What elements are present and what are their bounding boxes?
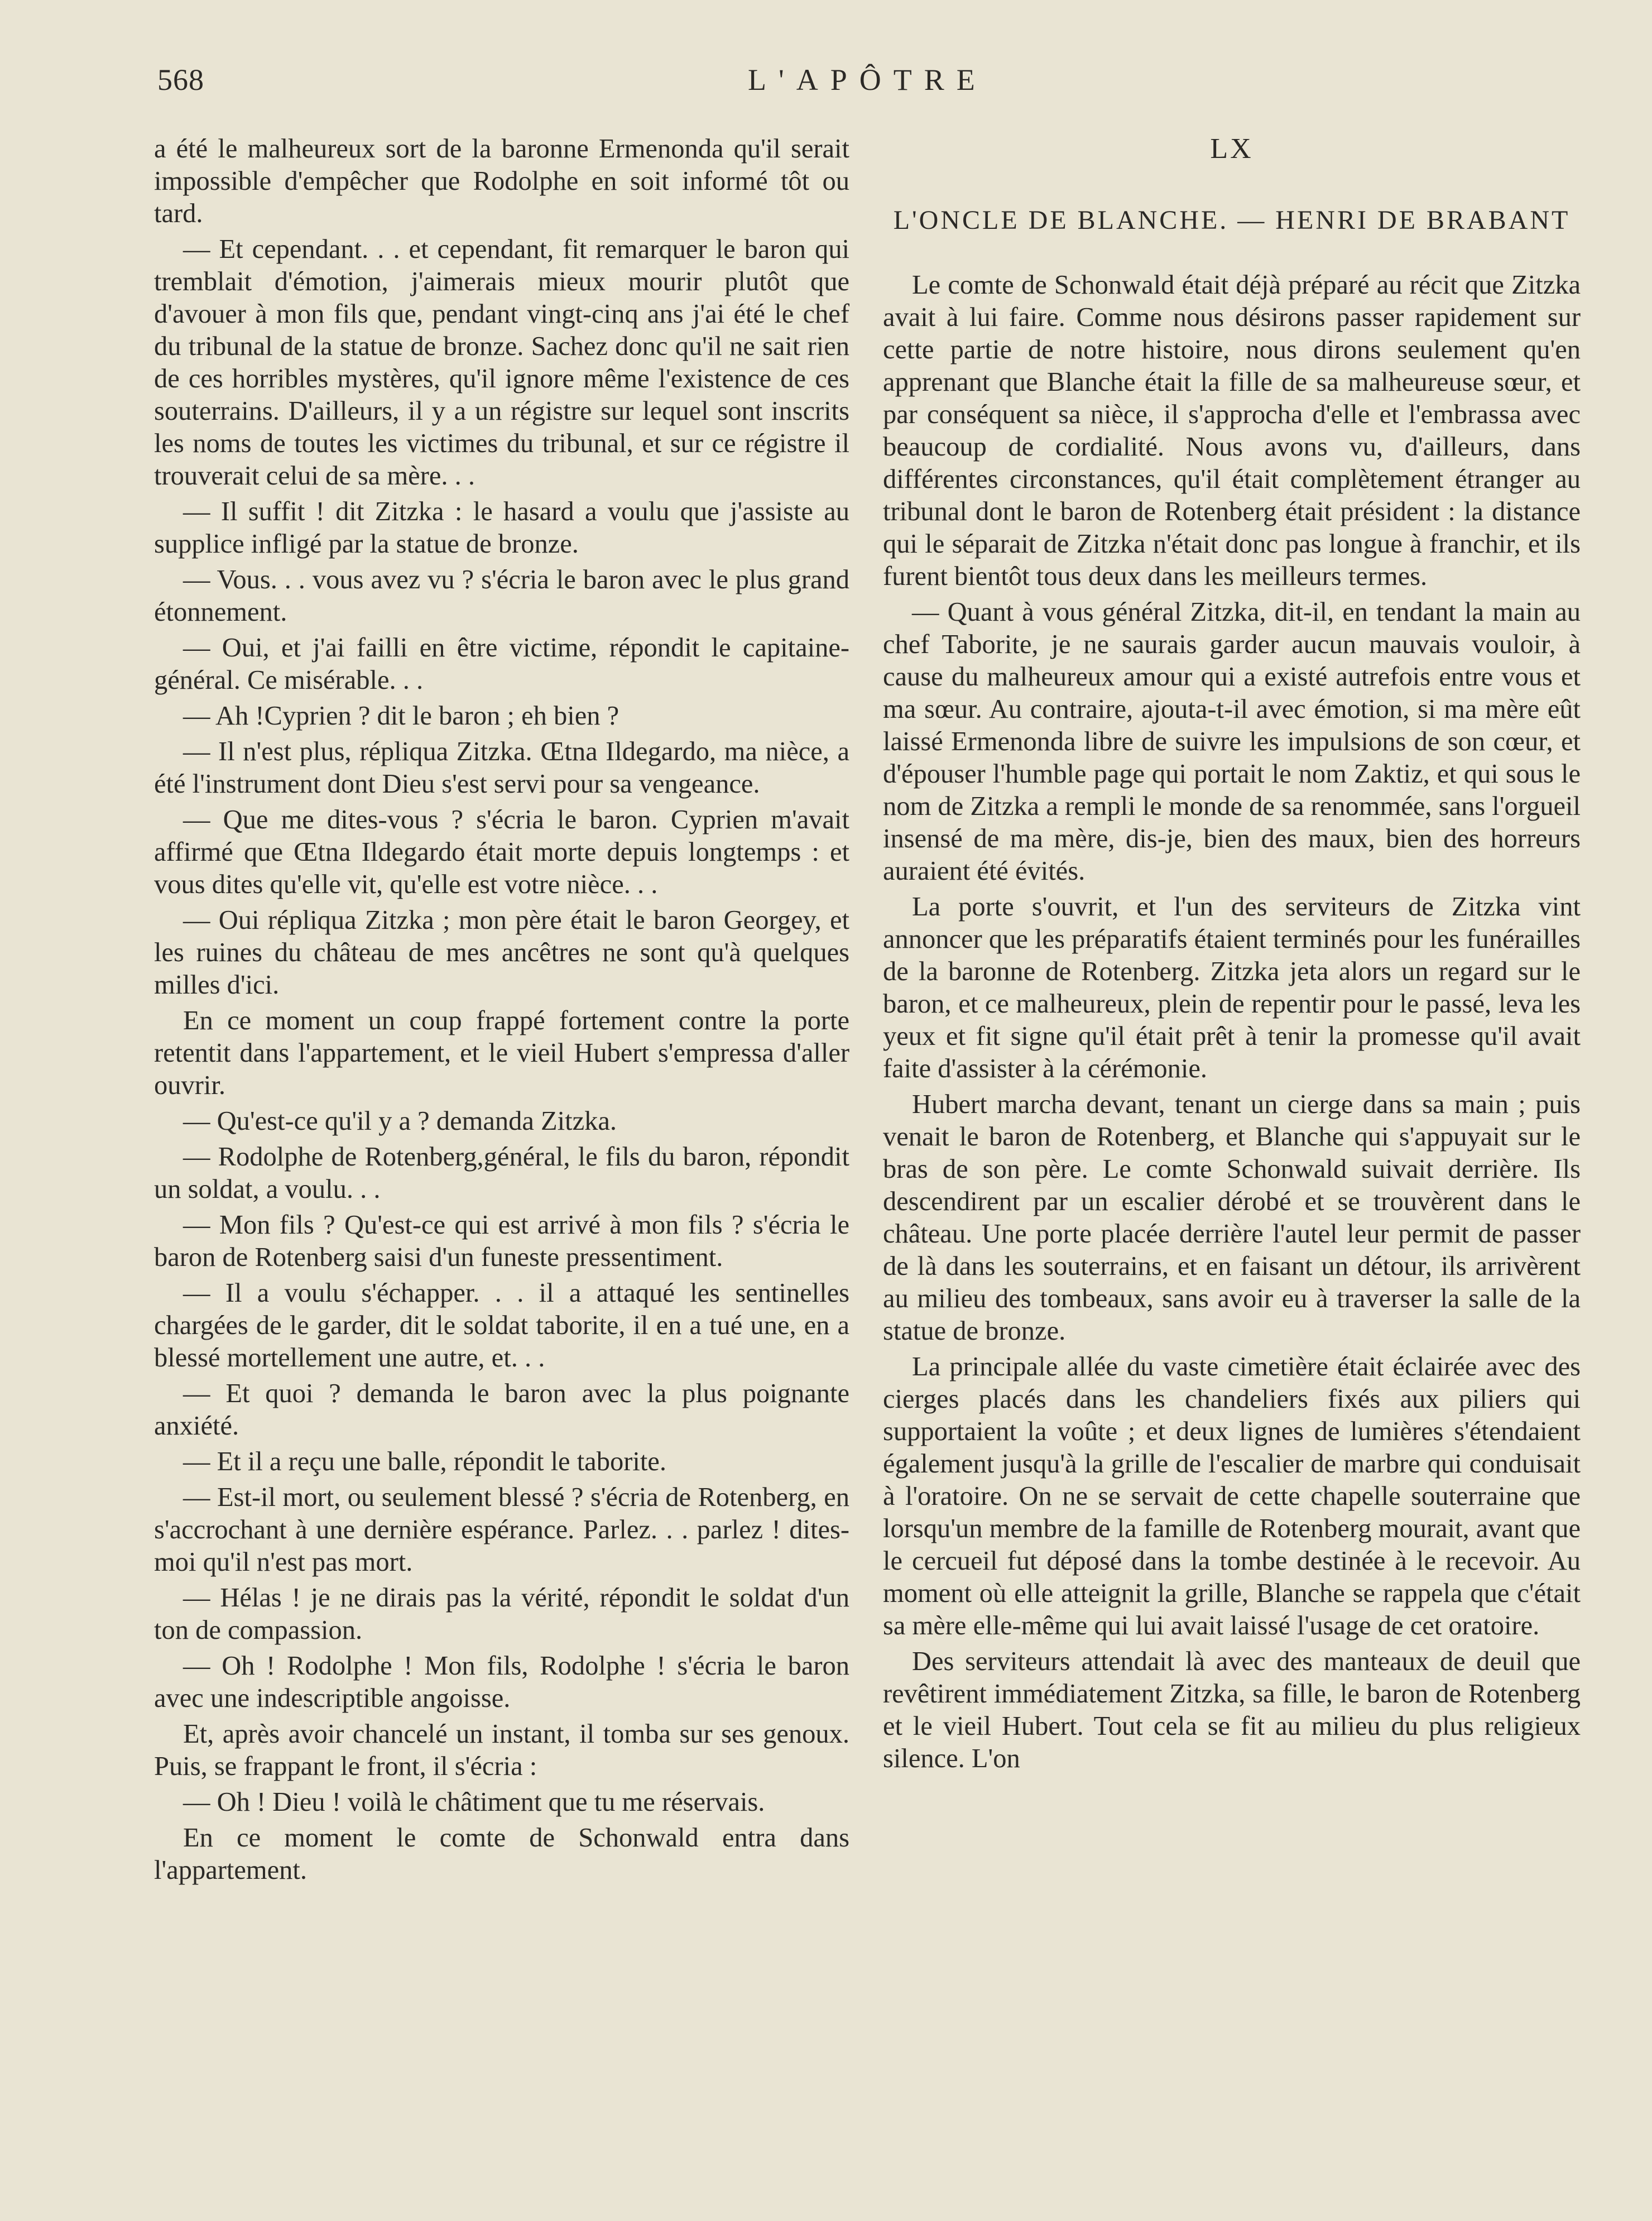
- paragraph: La principale allée du vaste cimetière était éclairée avec des cierges placés dans les chandeliers fixés aux piliers qui supportaient la voûte ; et deux lignes de lumières s'étendaient également jusqu'à la grille de l'escalier de marbre qui conduisait à l'oratoire. On ne se servait de cette chapelle souterraine que lorsqu'un membre de la famille de Rotenberg mourait, avant que le cercueil fut déposé dans la tombe destinée à le recevoir. Au moment où elle atteignit la grille, Blanche se rappela que c'était sa mère elle-même qui lui avait laissé l'usage de cet oratoire.: [883, 1352, 1581, 1640]
- paragraph: Hubert marcha devant, tenant un cierge dans sa main ; puis venait le baron de Rotenberg, et Blanche qui s'appuyait sur le bras de son père. Le comte Schonwald suivait derrière. Ils descendirent par un escalier dérobé et se trouvèrent dans le château. Une porte placée derrière l'autel leur permit de passer de là dans les souterrains, et en faisant un détour, ils arrivèrent au milieu des tombeaux, sans avoir eu à traverser la salle de la statue de bronze.: [883, 1090, 1581, 1346]
- paragraph: En ce moment un coup frappé fortement contre la porte retentit dans l'appartement, et le vieil Hubert s'empressa d'aller ouvrir.: [154, 1006, 849, 1100]
- right-column-body: [883, 269, 1581, 1775]
- paragraph: — Vous. . . vous avez vu ? s'écria le baron avec le plus grand étonnement.: [154, 565, 849, 627]
- paragraph: Le comte de Schonwald était déjà préparé au récit que Zitzka avait à lui faire. Comme nous désirons passer rapidement sur cette partie de notre histoire, nous dirons seulement qu'en apprenant que Blanche était la fille de sa malheureuse sœur, et par conséquent sa nièce, il s'approcha d'elle et l'embrassa avec beaucoup de cordialité. Nous avons vu, d'ailleurs, dans différentes circonstances, qu'il était complètement étranger au tribunal dont le baron de Rotenberg était président : la distance qui le séparait de Zitzka n'était donc pas longue à franchir, et ils furent bientôt tous deux dans les meilleurs termes.: [883, 270, 1581, 591]
- paragraph: — Qu'est-ce qu'il y a ? demanda Zitzka.: [183, 1106, 617, 1136]
- paragraph: — Oui, et j'ai failli en être victime, répondit le capitaine-général. Ce misérable. . .: [154, 633, 849, 695]
- paragraph: — Et cependant. . . et cependant, fit remarquer le baron qui tremblait d'émotion, j'aimerais mieux mourir plutôt que d'avouer à mon fils que, pendant vingt-cinq ans j'ai été le chef du tribunal de la statue de bronze. Sachez donc qu'il ne sait rien de ces horribles mystères, qu'il ignore même l'existence de ces souterrains. D'ailleurs, il y a un régistre sur lequel sont inscrits les noms de toutes les victimes du tribunal, et sur ce régistre il trouverait celui de sa mère. . .: [154, 234, 849, 491]
- paragraph: a été le malheureux sort de la baronne Ermenonda qu'il serait impossible d'empêcher que Rodolphe en soit informé tôt ou tard.: [154, 134, 849, 228]
- paragraph: — Que me dites-vous ? s'écria le baron. Cyprien m'avait affirmé que Œtna Ildegardo était morte depuis longtemps : et vous dites qu'elle vit, qu'elle est votre nièce. . .: [154, 805, 849, 899]
- chapter-number: LX: [1210, 133, 1254, 165]
- page-number: 568: [157, 63, 204, 97]
- left-column: [154, 133, 849, 2142]
- right-column: [883, 133, 1581, 2142]
- paragraph: — Oui répliqua Zitzka ; mon père était le baron Georgey, et les ruines du château de mes ancêtres ne sont qu'à quelques milles d'ici.: [154, 905, 849, 1000]
- paragraph: — Il n'est plus, répliqua Zitzka. Œtna Ildegardo, ma nièce, a été l'instrument dont Dieu s'est servi pour sa vengeance.: [154, 737, 849, 799]
- paragraph: La porte s'ouvrit, et l'un des serviteurs de Zitzka vint annoncer que les préparatifs étaient terminés pour les funérailles de la baronne de Rotenberg. Zitzka jeta alors un regard sur le baron, et ce malheureux, plein de repentir pour le passé, leva les yeux et fit signe qu'il était prêt à tenir la promesse qu'il avait faite d'assister à la cérémonie.: [883, 892, 1581, 1083]
- paragraph: — Il a voulu s'échapper. . . il a attaqué les sentinelles chargées de le garder, dit le soldat taborite, il en a tué une, en a blessé mortellement une autre, et. . .: [154, 1278, 849, 1373]
- paragraph: — Oh ! Dieu ! voilà le châtiment que tu me réservais.: [183, 1787, 765, 1817]
- paragraph: — Ah !Cyprien ? dit le baron ; eh bien ?: [183, 701, 620, 731]
- paragraph: Et, après avoir chancelé un instant, il tomba sur ses genoux. Puis, se frappant le front, il s'écria :: [154, 1719, 849, 1781]
- paragraph: — Et quoi ? demanda le baron avec la plus poignante anxiété.: [154, 1379, 849, 1441]
- paragraph: — Mon fils ? Qu'est-ce qui est arrivé à mon fils ? s'écria le baron de Rotenberg saisi d'un funeste pressentiment.: [154, 1210, 849, 1272]
- paragraph: — Hélas ! je ne dirais pas la vérité, répondit le soldat d'un ton de compassion.: [154, 1583, 849, 1645]
- paragraph: — Et il a reçu une balle, répondit le taborite.: [183, 1447, 666, 1476]
- paragraph: Des serviteurs attendait là avec des manteaux de deuil que revêtirent immédiatement Zitzka, sa fille, le baron de Rotenberg et le vieil Hubert. Tout cela se fit au milieu du plus religieux silence. L'on: [883, 1647, 1581, 1773]
- paragraph: — Oh ! Rodolphe ! Mon fils, Rodolphe ! s'écria le baron avec une indescriptible angoisse.: [154, 1651, 849, 1713]
- running-title: L'APÔTRE: [748, 63, 987, 97]
- paragraph: En ce moment le comte de Schonwald entra dans l'appartement.: [154, 1823, 849, 1885]
- paragraph: — Quant à vous général Zitzka, dit-il, en tendant la main au chef Taborite, je ne saurais garder aucun mauvais vouloir, à cause du malheureux amour qui a existé autrefois entre vous et ma sœur. Au contraire, ajouta-t-il avec émotion, si ma mère eût laissé Ermenonda libre de suivre les impulsions de son cœur, et d'épouser l'humble page qui portait le nom Zaktiz, et qui sous le nom de Zitzka a rempli le monde de sa renommée, sans l'orgueil insensé de ma mère, dis-je, bien des maux, bien des horreurs auraient été évités.: [883, 597, 1581, 886]
- paragraph: — Rodolphe de Rotenberg,général, le fils du baron, répondit un soldat, a voulu. . .: [154, 1142, 849, 1204]
- paragraph: — Il suffit ! dit Zitzka : le hasard a voulu que j'assiste au supplice infligé par la statue de bronze.: [154, 497, 849, 559]
- chapter-title: L'ONCLE DE BLANCHE. — HENRI DE BRABANT: [893, 205, 1571, 235]
- paragraph: — Est-il mort, ou seulement blessé ? s'écria de Rotenberg, en s'accrochant à une dernière espérance. Parlez. . . parlez ! dites-moi qu'il n'est pas mort.: [154, 1483, 849, 1577]
